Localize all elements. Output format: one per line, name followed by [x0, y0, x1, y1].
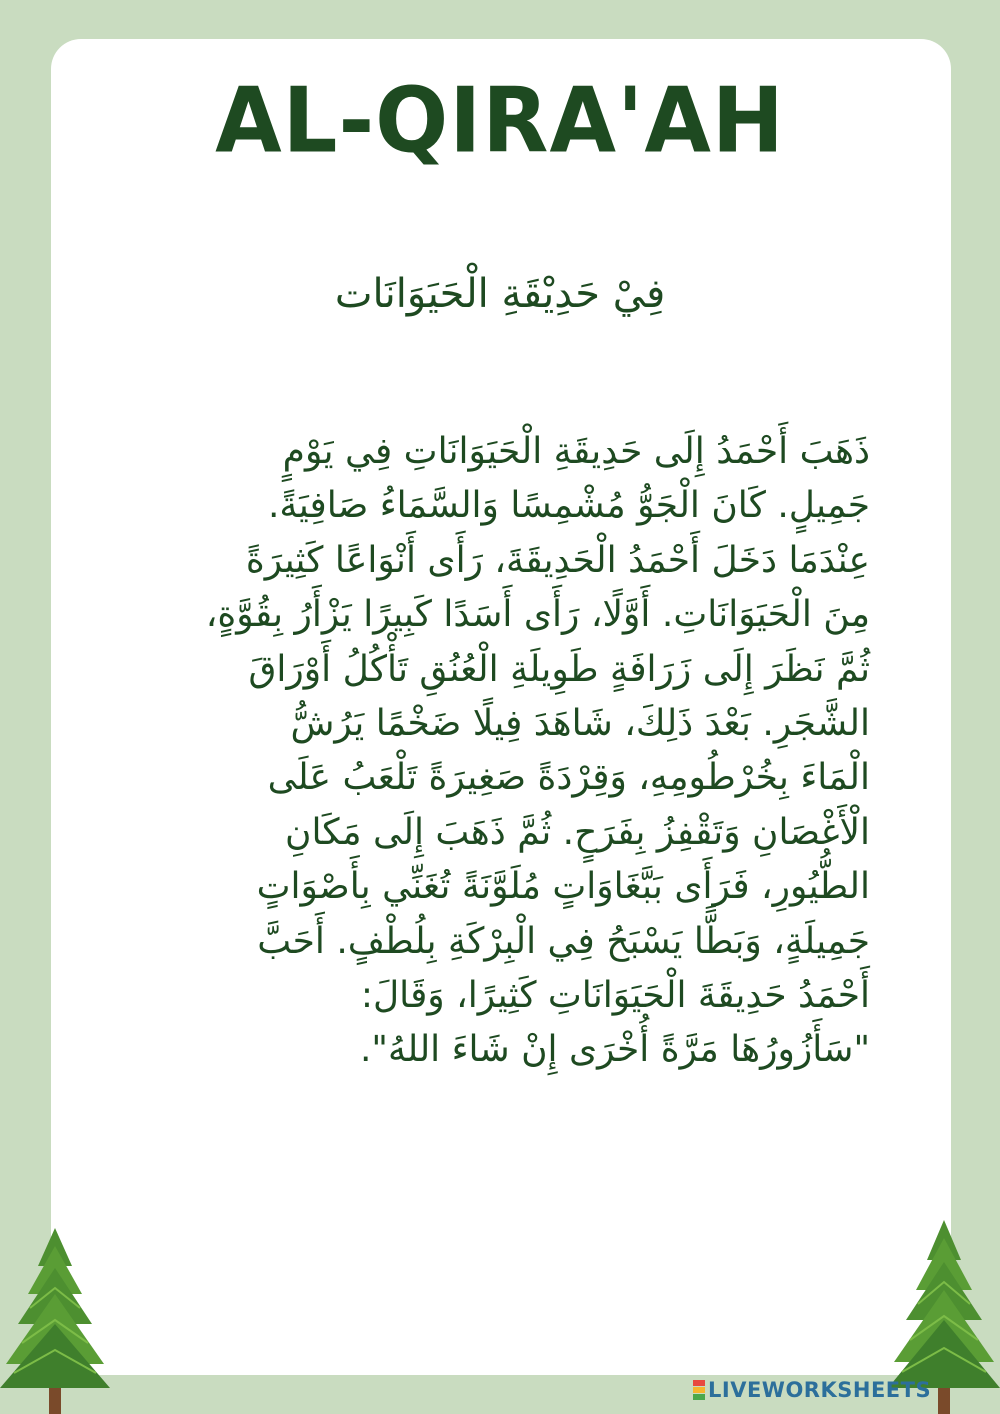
story-line: ثُمَّ نَظَرَ إِلَى زَرَافَةٍ طَوِيلَةِ الْعُنُقِ تَأْكُلُ أَوْرَاقَ	[248, 648, 870, 690]
story-line: جَمِيلٍ. كَانَ الْجَوُّ مُشْمِسًا وَالسَّمَاءُ صَافِيَةً.	[267, 485, 870, 527]
story-text	[150, 425, 870, 1078]
story-line: "سَأَزُورُهَا مَرَّةً أُخْرَى إِنْ شَاءَ اللهُ".	[359, 1029, 870, 1071]
story-line: مِنَ الْحَيَوَانَاتِ. أَوَّلًا، رَأَى أَسَدًا كَبِيرًا يَزْأَرُ بِقُوَّةٍ،	[205, 594, 870, 636]
story-line: جَمِيلَةٍ، وَبَطًّا يَسْبَحُ فِي الْبِرْكَةِ بِلُطْفٍ. أَحَبَّ	[257, 920, 870, 962]
story-line: عِنْدَمَا دَخَلَ أَحْمَدُ الْحَدِيقَةَ، رَأَى أَنْوَاعًا كَثِيرَةً	[245, 539, 870, 581]
story-line: الْمَاءَ بِخُرْطُومِهِ، وَقِرْدَةً صَغِيرَةً تَلْعَبُ عَلَى	[267, 757, 870, 799]
story-line: ذَهَبَ أَحْمَدُ إِلَى حَدِيقَةِ الْحَيَوَانَاتِ فِي يَوْمٍ	[282, 431, 870, 472]
story-line: الشَّجَرِ. بَعْدَ ذَلِكَ، شَاهَدَ فِيلًا ضَخْمًا يَرُشُّ	[290, 702, 870, 744]
story-line: الطُّيُورِ، فَرَأَى بَبَّغَاوَاتٍ مُلَوَّنَةً تُغَنِّي بِأَصْوَاتٍ	[256, 866, 870, 908]
page-title: AL-QIRA'AH	[215, 68, 785, 174]
story-title: فِيْ حَدِيْقَةِ الْحَيَوَانَات	[334, 271, 666, 317]
story-line: الْأَغْصَانِ وَتَقْفِزُ بِفَرَحٍ. ثُمَّ ذَهَبَ إِلَى مَكَانِ	[285, 811, 870, 853]
liveworksheets-logo-icon	[693, 1380, 705, 1401]
watermark-label: LIVEWORKSHEETS	[708, 1378, 932, 1402]
watermark[interactable]	[693, 1374, 931, 1406]
story-line: أَحْمَدُ حَدِيقَةَ الْحَيَوَانَاتِ كَثِيرًا، وَقَالَ:	[360, 974, 870, 1016]
pine-tree-icon	[0, 1228, 110, 1414]
